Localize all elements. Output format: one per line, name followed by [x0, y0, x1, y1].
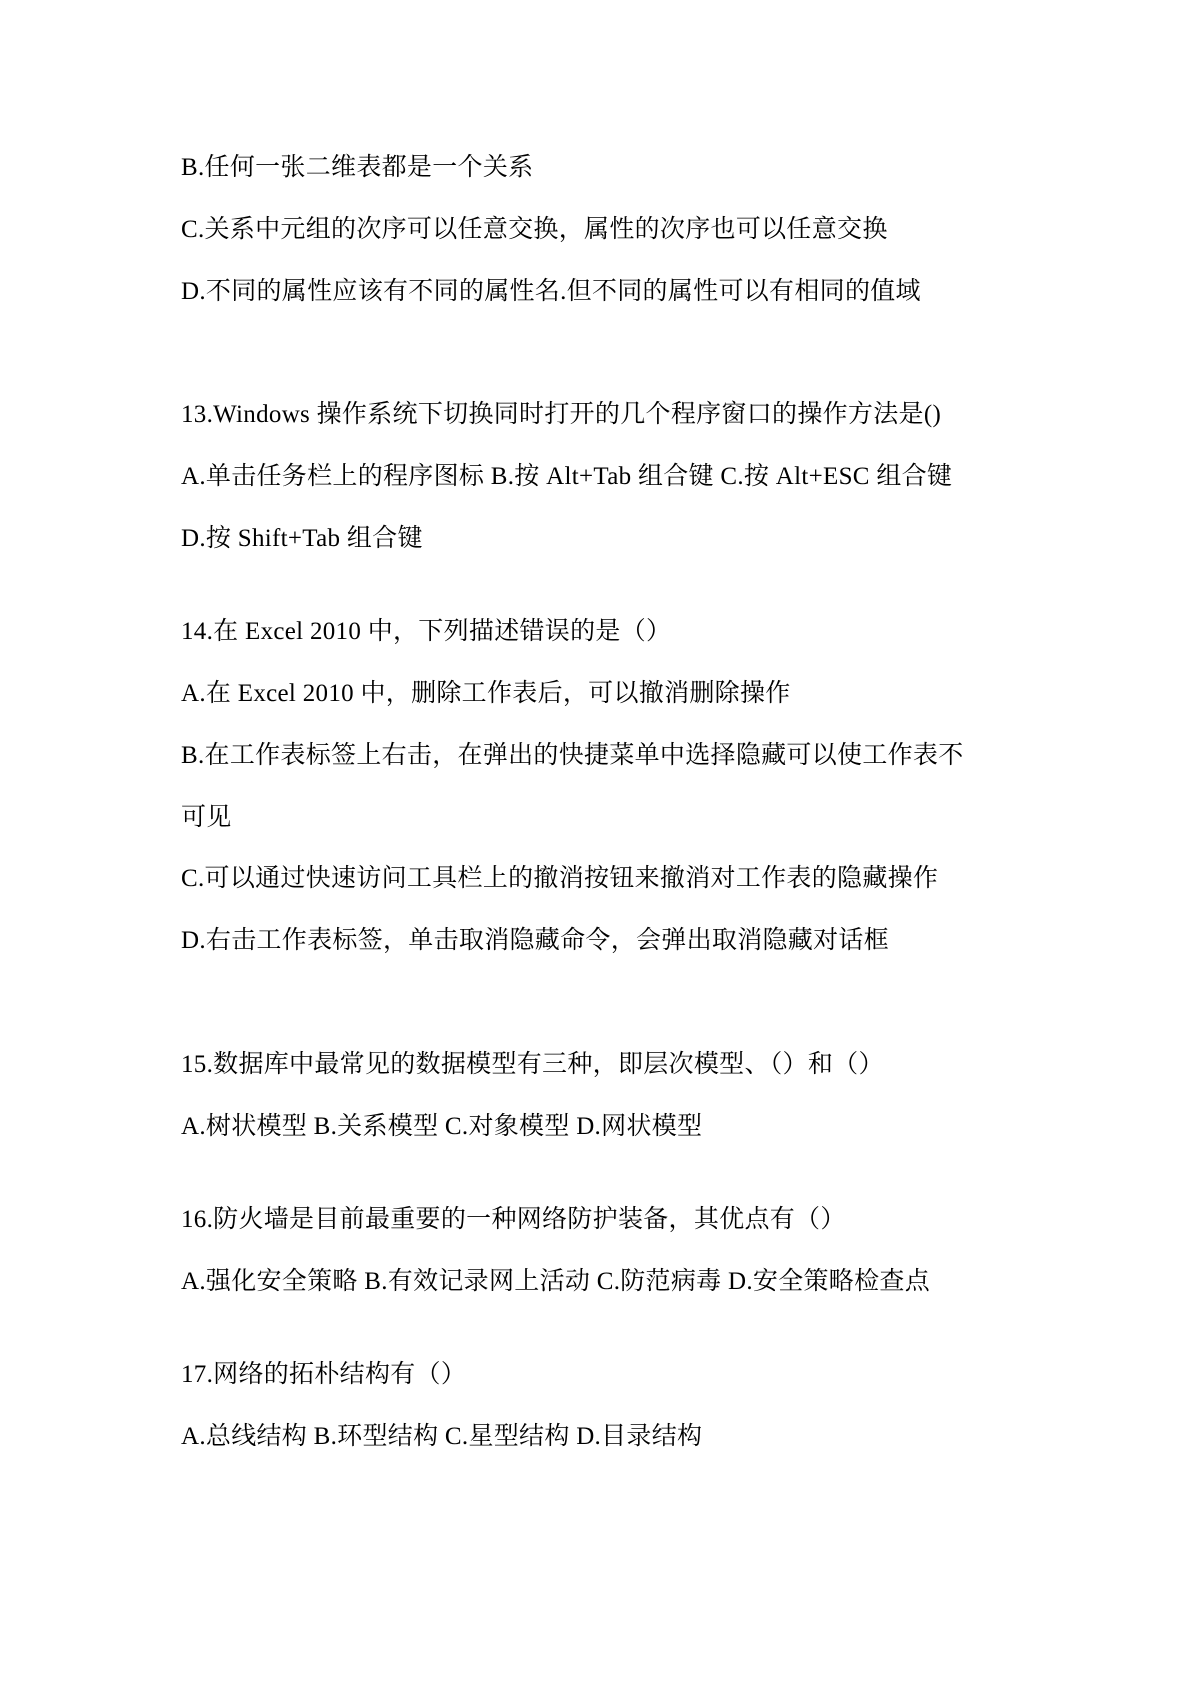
q17-options: A.总线结构 B.环型结构 C.星型结构 D.目录结构: [181, 1423, 703, 1450]
q17-stem: 17.网络的拓朴结构有（）: [181, 1361, 467, 1388]
q14-option-a: A.在 Excel 2010 中，删除工作表后，可以撤消删除操作: [181, 680, 791, 707]
q14-option-b-line2: 可见: [181, 804, 232, 831]
q12-option-c: C.关系中元组的次序可以任意交换，属性的次序也可以任意交换: [181, 216, 888, 243]
q12-option-d: D.不同的属性应该有不同的属性名.但不同的属性可以有相同的值域: [181, 278, 921, 305]
q13-stem: 13.Windows 操作系统下切换同时打开的几个程序窗口的操作方法是(): [181, 401, 942, 428]
q13-options-line2: D.按 Shift+Tab 组合键: [181, 525, 423, 552]
q14-option-d: D.右击工作表标签，单击取消隐藏命令，会弹出取消隐藏对话框: [181, 927, 890, 954]
q14-option-b-line1: B.在工作表标签上右击，在弹出的快捷菜单中选择隐藏可以使工作表不: [181, 742, 964, 769]
q15-options: A.树状模型 B.关系模型 C.对象模型 D.网状模型: [181, 1113, 703, 1140]
q16-options: A.强化安全策略 B.有效记录网上活动 C.防范病毒 D.安全策略检查点: [181, 1268, 931, 1295]
q13-options-line1: A.单击任务栏上的程序图标 B.按 Alt+Tab 组合键 C.按 Alt+ESC 组合键: [181, 463, 953, 490]
q14-stem: 14.在 Excel 2010 中，下列描述错误的是（）: [181, 618, 672, 645]
q12-option-b: B.任何一张二维表都是一个关系: [181, 154, 534, 181]
q15-stem: 15.数据库中最常见的数据模型有三种，即层次模型、（）和（）: [181, 1051, 884, 1078]
q14-option-c: C.可以通过快速访问工具栏上的撤消按钮来撤消对工作表的隐藏操作: [181, 865, 939, 892]
q16-stem: 16.防火墙是目前最重要的一种网络防护装备，其优点有（）: [181, 1206, 846, 1233]
